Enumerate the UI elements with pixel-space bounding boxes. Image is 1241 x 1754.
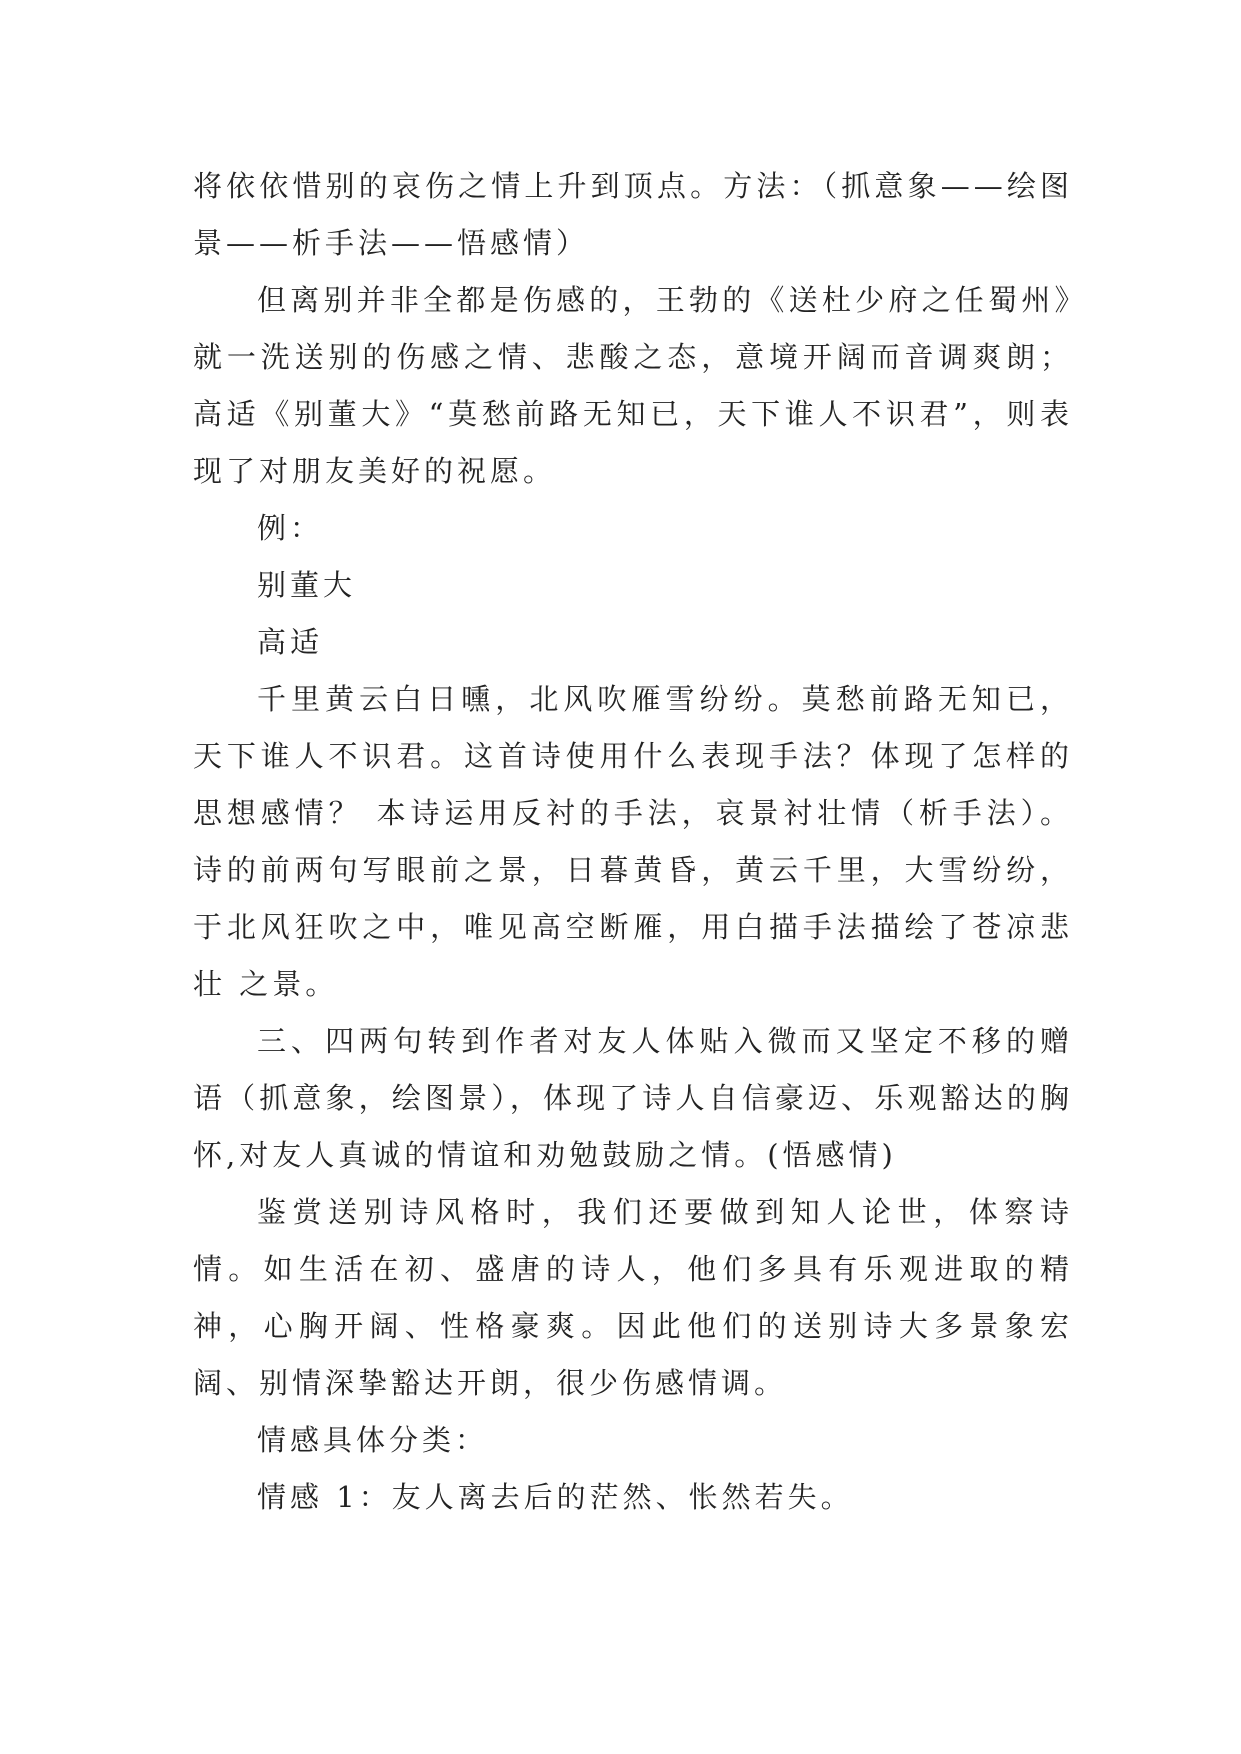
paragraph-emotion-categories: 情感具体分类：: [257, 1423, 489, 1457]
paragraph-emotion-1: 情感 1：友人离去后的茫然、怅然若失。: [257, 1480, 854, 1514]
paragraph-last-two-lines: 三、四两句转到作者对友人体贴入微而又坚定不移的赠语（抓意象，绘图景），体现了诗人自信豪迈、乐观豁达的胸怀,对友人真诚的情谊和劝勉鼓励之情。(悟感情): [193, 1024, 1073, 1172]
document-page: [193, 158, 1073, 1526]
paragraph-not-all-sad: 但离别并非全都是伤感的，王勃的《送杜少府之任蜀州》就一洗送别的伤感之情、悲酸之态，意境开阔而音调爽朗；高适《别董大》“莫愁前路无知已，天下谁人不识君”，则表现了对朋友美好的祝愿。: [193, 283, 1073, 488]
paragraph-poem-analysis: 千里黄云白日曛，北风吹雁雪纷纷。莫愁前路无知已，天下谁人不识君。这首诗使用什么表现手法？体现了怎样的思想感情？ 本诗运用反衬的手法，哀景衬壮情（析手法）。诗的前两句写眼前之景，日暮黄昏，黄云千里，大雪纷纷，于北风狂吹之中，唯见高空断雁，用白描手法描绘了苍凉悲壮 之景。: [193, 682, 1073, 1001]
paragraph-example-label: 例：: [257, 511, 324, 545]
paragraph-method: 将依依惜别的哀伤之情上升到顶点。方法：（抓意象——绘图景——析手法——悟感情）: [193, 169, 1073, 260]
poem-title: 别董大: [257, 568, 357, 602]
paragraph-style-appreciation: 鉴赏送别诗风格时，我们还要做到知人论世，体察诗情。如生活在初、盛唐的诗人，他们多具有乐观进取的精神，心胸开阔、性格豪爽。因此他们的送别诗大多景象宏阔、别情深挚豁达开朗，很少伤感情调。: [193, 1195, 1073, 1400]
poem-author: 高适: [257, 625, 324, 659]
